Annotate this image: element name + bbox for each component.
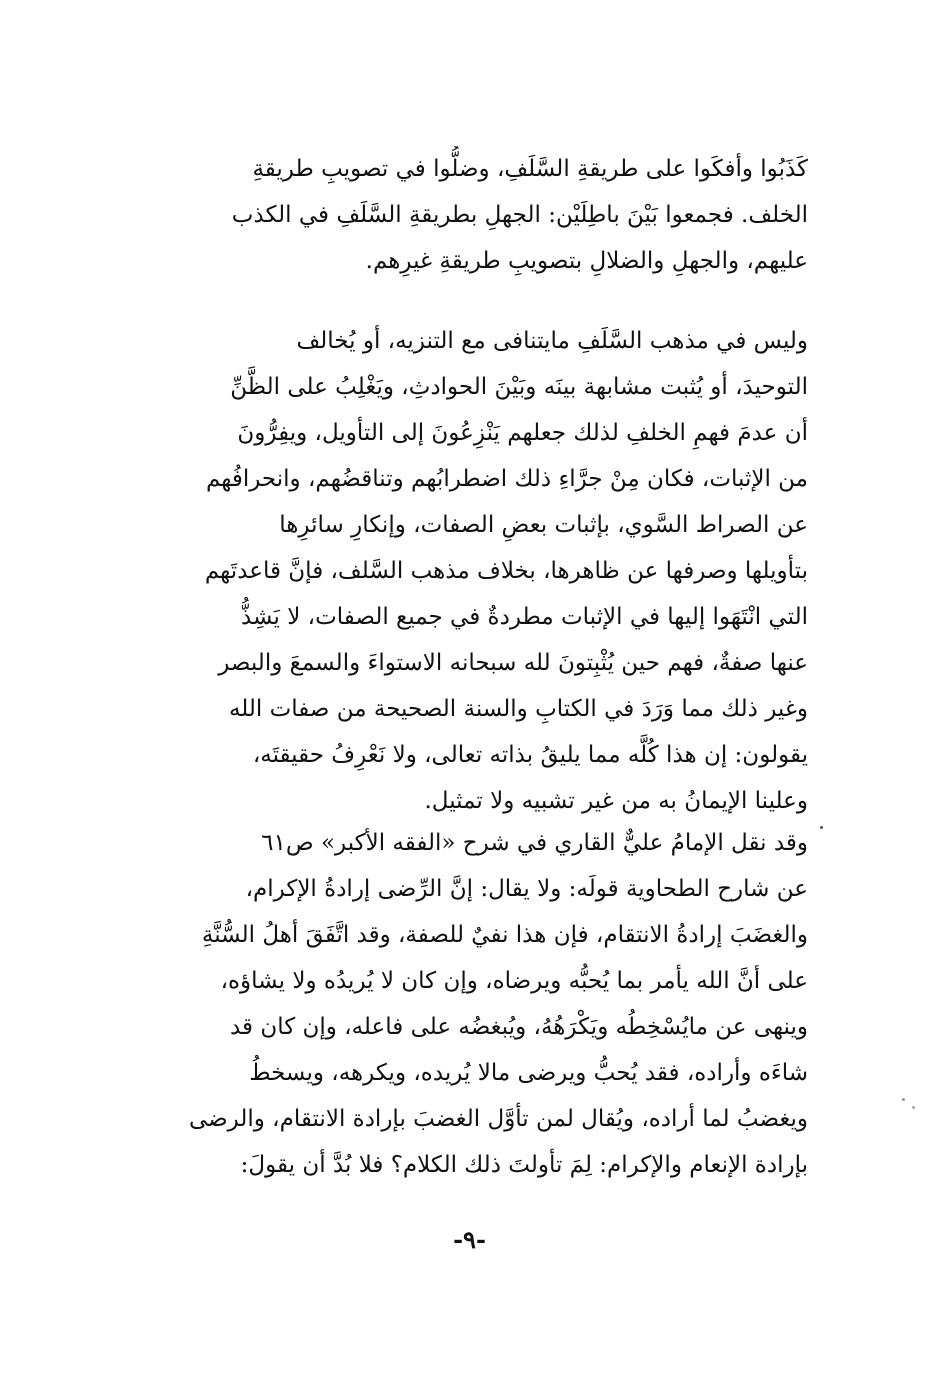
text-line: وعلينا الإيمانُ به من غير تشبيه ولا تمثيل.: [424, 788, 808, 814]
text-line: عن شارح الطحاوية قولَه: ولا يقال: إنَّ الرِّضى إرادةُ الإكرام،: [245, 876, 808, 902]
text-line: وغير ذلك مما وَرَدَ في الكتابِ والسنة الصحيحة من صفات الله: [228, 696, 808, 722]
text-line: وقد نقل الإمامُ عليٌّ القاري في شرح «الفقه الأكبر» ص٦١: [261, 830, 808, 856]
text-line: عليهم، والجهلِ والضلالِ بتصويبِ طريقةِ غيرِهم.: [365, 248, 808, 274]
text-line: عنها صفةٌ، فهم حين يُثْبِتونَ لله سبحانه الاستواءَ والسمعَ والبصر: [218, 650, 808, 676]
text-line: كَذَبُوا وأفكَوا على طريقةِ السَّلَفِ، وضلُّوا في تصويبِ طريقةِ: [252, 156, 808, 182]
text-line: ويغضبُ لما أراده، ويُقال لمن تأوَّل الغضبَ بإرادة الانتقام، والرضى: [188, 1106, 808, 1132]
text-line: عن الصراط السَّوي، بإثبات بعضِ الصفات، وإنكارِ سائرِها: [279, 512, 808, 538]
text-line: وليس في مذهب السَّلَفِ مايتنافى مع التنزيه، أو يُخالف: [296, 328, 808, 354]
text-line: الخلف. فجمعوا بَيْنَ باطِلَيْن: الجهلِ بطريقةِ السَّلَفِ في الكذب: [231, 202, 808, 228]
text-line: بتأويلها وصرفها عن ظاهرها، بخلاف مذهب السَّلف، فإنَّ قاعدتَهم: [204, 558, 808, 584]
scan-speck: [820, 826, 823, 829]
text-line: والغضَبَ إرادةُ الانتقام، فإن هذا نفيٌ للصفة، وقد اتَّفَقَ أهلُ السُّنَّةِ: [201, 922, 808, 948]
text-line: أن عدمَ فهمِ الخلفِ لذلك جعلهم يَنْزِعُونَ إلى التأويل، ويفِرُّونَ: [237, 420, 808, 446]
page-number: -٩-: [453, 1225, 486, 1254]
text-line: شاءَه وأراده، فقد يُحبُّ ويرضى مالا يُريده، ويكرهه، ويسخطُ: [249, 1060, 808, 1086]
scan-speck: [902, 1098, 905, 1101]
text-line: من الإثبات، فكان مِنْ جرَّاءِ ذلك اضطرابُهم وتناقضُهم، وانحرافُهم: [205, 466, 808, 492]
scan-speck: [912, 1106, 915, 1109]
paragraph-1: [132, 146, 808, 284]
text-line: يقولون: إن هذا كُلَّه مما يليقُ بذاته تعالى، ولا نَعْرِفُ حقيقتَه،: [252, 742, 808, 768]
text-line: التوحيدَ، أو يُثبت مشابهة بينَه وبَيْنَ الحوادثِ، ويَغْلِبُ على الظَّنِّ: [230, 374, 808, 400]
text-line: وينهى عن مايُسْخِطُه ويَكْرَهُهُ، ويُبغضُه على فاعله، وإن كان قد: [229, 1014, 808, 1040]
text-line: بإرادة الإنعام والإكرام: لِمَ تأولتَ ذلك الكلام؟ فلا بُدَّ أن يقولَ:: [240, 1152, 808, 1178]
paragraph-2: [132, 318, 808, 824]
text-line: التي انْتَهَوا إليها في الإثبات مطردةٌ في جميع الصفات، لا يَشِذُّ: [240, 604, 808, 630]
text-line: على أنَّ الله يأمر بما يُحبُّه ويرضاه، وإن كان لا يُريدُه ولا يشاؤه،: [220, 968, 808, 994]
paragraph-3: [132, 820, 808, 1188]
